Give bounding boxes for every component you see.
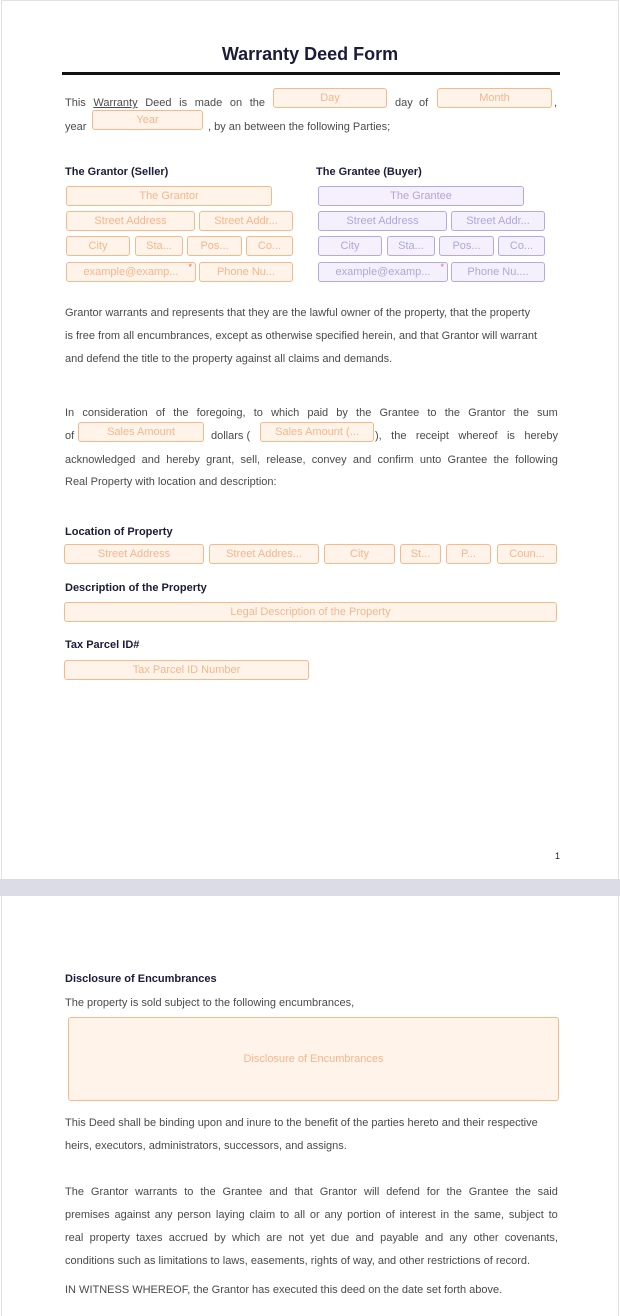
word: and [424,1232,444,1244]
word: the [446,1186,462,1198]
word: that [294,1186,313,1198]
word: grant, [206,454,235,466]
word: to [427,407,437,419]
word: premises [65,1209,110,1221]
page-number: 1 [555,851,561,861]
word: against [114,1209,150,1221]
word: the [356,407,372,419]
word: any [324,1209,343,1221]
word: the [513,407,529,419]
sales-amount-words-input[interactable]: Sales Amount (... [260,422,374,442]
word: for [426,1186,440,1198]
word: defend [386,1186,420,1198]
grantee-state-input[interactable]: Sta... [387,236,435,256]
word: laying [215,1209,245,1221]
grantor-postal-input[interactable]: Pos... [187,236,242,256]
location-county-input[interactable]: Coun... [497,544,557,564]
word: the [515,1186,531,1198]
word: Grantor [468,407,506,419]
grantor-country-input[interactable]: Co... [246,236,293,256]
word: is [506,430,515,442]
word: the [453,1209,470,1221]
defend-line-4: conditions such as limitations to laws, easements, rights of way, and other restrictions of record. [65,1255,531,1267]
grantor-city-input[interactable]: City [66,236,130,256]
parties-text: , by an between the following Parties; [208,121,391,133]
defend-line-2 [65,1208,558,1222]
grantee-street-input[interactable]: Street Address [318,211,447,231]
word: warrants [135,1186,178,1198]
word: covenants, [504,1232,558,1244]
word: due [330,1232,350,1244]
of-label-2: of [65,430,75,442]
word: following [515,454,558,466]
location-city-input[interactable]: City [324,544,395,564]
grantor-heading: The Grantor (Seller) [65,166,169,178]
word: payable [380,1232,419,1244]
word: Grantor [90,1186,129,1198]
word: of [155,407,166,419]
location-state-input[interactable]: St... [400,544,441,564]
word: unto [419,454,442,466]
word: to [548,1209,558,1221]
word: and [141,454,160,466]
word: to [279,1209,290,1221]
defend-line-1 [65,1185,558,1199]
word: The [65,1186,84,1198]
description-heading: Description of the Property [65,582,207,594]
word: interest [399,1209,436,1221]
consideration-line-3 [65,453,558,467]
year-label: year [65,121,87,133]
word: real [65,1232,84,1244]
word: and [352,454,372,466]
page-separator [0,879,620,896]
word: in [440,1209,450,1221]
word: yet [309,1232,325,1244]
word: by [214,1232,226,1244]
tax-heading: Tax Parcel ID# [65,639,140,651]
word: said [537,1186,558,1198]
location-street2-input[interactable]: Street Addres... [209,544,319,564]
word: not [288,1232,304,1244]
word: other [473,1232,499,1244]
word: to [184,1186,194,1198]
word: the [493,454,509,466]
word: acknowledged [65,454,136,466]
month-input[interactable]: Month [437,88,552,108]
word: receipt [415,430,449,442]
word: are [266,1232,283,1244]
grantor-state-input[interactable]: Sta... [135,236,183,256]
grantee-heading: The Grantee (Buyer) [316,166,422,178]
word: hereby [524,430,558,442]
witness-text: IN WITNESS WHEREOF, the Grantor has executed this deed on the date set forth above. [65,1284,503,1296]
encumbrances-intro: The property is sold subject to the following encumbrances, [65,997,355,1009]
encumbrances-heading: Disclosure of Encumbrances [65,973,217,985]
sales-amount-input[interactable]: Sales Amount [78,422,204,442]
consideration-line-4: Real Property with location and description: [65,476,277,488]
form-title: Warranty Deed Form [221,44,399,64]
word: taxes [136,1232,163,1244]
word: by [336,407,348,419]
grantor-street-input[interactable]: Street Address [66,211,195,231]
word: consideration [82,407,148,419]
word: or [309,1209,320,1221]
word: all [294,1209,306,1221]
legal-description-input[interactable]: Legal Description of the Property [64,602,557,622]
word: the [444,407,460,419]
word: Grantee [447,454,488,466]
word: any [449,1232,468,1244]
grantee-city-input[interactable]: City [318,236,382,256]
word: and [269,1186,288,1198]
location-heading: Location of Property [65,526,173,538]
word: sum [537,407,558,419]
tax-parcel-input[interactable]: Tax Parcel ID Number [64,660,309,680]
binding-line-1: This Deed shall be binding upon and inure to the benefit of the parties hereto and their respective [65,1117,538,1129]
encumbrances-textarea[interactable]: Disclosure of Encumbrances [68,1017,559,1101]
grantor-name-input[interactable]: The Grantor [66,186,272,206]
day-label: day [395,97,413,109]
word: Grantor [319,1186,358,1198]
grantor-email-input[interactable]: example@examp... * [66,262,196,282]
location-street-input[interactable]: Street Address [64,544,204,564]
consideration-line-1 [65,406,558,420]
word: which [231,1232,261,1244]
word: property [89,1232,130,1244]
word: subject [508,1209,544,1221]
word: person [177,1209,212,1221]
dollars-label: dollars ( [211,430,251,442]
grantee-street2-input[interactable]: Street Addr... [451,211,545,231]
word: of [385,1209,395,1221]
intro-line-1: This Warranty Deed is made on the [65,97,265,109]
year-input[interactable]: Year [92,110,203,130]
word: sell, [240,454,261,466]
warrant-line-2: is free from all encumbrances, except as otherwise specified herein, and that Grantor will warrant [65,330,537,342]
title-divider [62,72,560,75]
word: confirm [377,454,414,466]
grantee-name-input[interactable]: The Grantee [318,186,524,206]
comma: , [554,97,558,109]
consideration-line-2 [375,429,558,443]
grantee-postal-input[interactable]: Pos... [439,236,494,256]
word: foregoing, [196,407,246,419]
of-label: of [419,97,429,109]
word: paid [307,407,329,419]
binding-line-2: heirs, executors, administrators, successors, and assigns. [65,1140,347,1152]
word: hereby [166,454,200,466]
word: any [154,1209,173,1221]
location-postal-input[interactable]: P... [446,544,491,564]
word: convey [311,454,347,466]
word: the [200,1186,216,1198]
grantee-country-input[interactable]: Co... [498,236,545,256]
grantor-phone-input[interactable]: Phone Nu... [199,262,293,282]
word: release, [266,454,306,466]
word: same, [474,1209,505,1221]
word: the [391,430,407,442]
grantee-phone-input[interactable]: Phone Nu.... [451,262,545,282]
day-input[interactable]: Day [273,88,387,108]
grantor-street2-input[interactable]: Street Addr... [199,211,293,231]
word: the [173,407,189,419]
grantee-email-input[interactable]: example@examp... * [318,262,448,282]
word: whereof [458,430,498,442]
defend-line-3 [65,1231,558,1245]
word: Grantee [379,407,420,419]
word: will [364,1186,380,1198]
word: and [355,1232,374,1244]
word: portion [347,1209,381,1221]
word: Grantee [222,1186,263,1198]
word: to [253,407,263,419]
word: accrued [168,1232,208,1244]
word: claim [249,1209,276,1221]
word: Grantee [468,1186,509,1198]
word: which [271,407,300,419]
word: In [65,407,75,419]
word: ), [375,430,382,442]
warrant-line-3: and defend the title to the property against all claims and demands. [65,353,393,365]
warrant-line-1: Grantor warrants and represents that they are the lawful owner of the property, that the property [65,307,531,319]
page-2 [1,896,619,1316]
